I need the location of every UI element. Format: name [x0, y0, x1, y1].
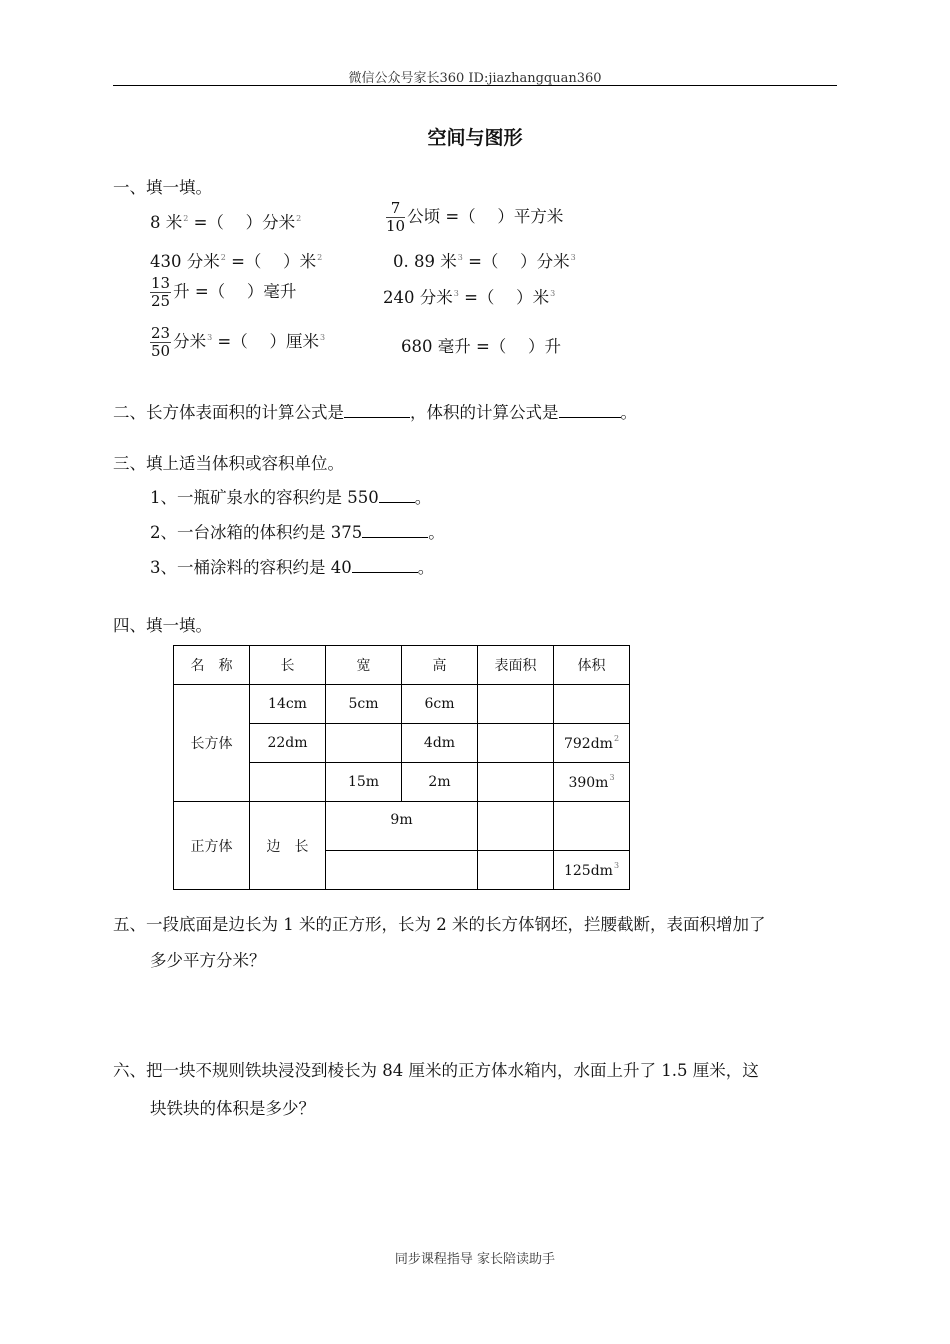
fraction: $\frac{13}{25}$ [151, 274, 171, 310]
table-cell [250, 763, 326, 802]
s1-item-2a: 430 分米$^2$ =（ ）米$^2$ [150, 252, 323, 271]
table-cell: 4dm [402, 724, 478, 763]
header-rule [113, 85, 837, 86]
table-row [174, 685, 630, 724]
table-header: 表面积 [478, 646, 554, 685]
table-cell [326, 851, 478, 890]
s1-item-4b: 680 毫升 =（ ）升 [401, 337, 562, 356]
section-6-line-2: 块铁块的体积是多少？ [150, 1099, 315, 1118]
s1-item-4a: $\frac{23}{50}$ 分米$^3$ =（ ）厘米$^3$ [151, 324, 326, 360]
table-cell: 15m [326, 763, 402, 802]
table-row [174, 802, 630, 851]
table-cell [478, 763, 554, 802]
answer-blank [362, 523, 428, 538]
s1-item-1a: 8 米$^2$ =（ ）分米$^2$ [150, 213, 302, 232]
s3-item-3: 3、一桶涂料的容积约是 40 。 [150, 558, 435, 577]
table-cell: 22dm [250, 724, 326, 763]
answer-blank [559, 403, 621, 418]
s3-item-2: 2、一台冰箱的体积约是 375 。 [150, 523, 445, 542]
s3-item-1: 1、一瓶矿泉水的容积约是 550 。 [150, 488, 432, 507]
table-header-row [174, 646, 630, 685]
s1-item-3b: 240 分米$^3$ =（ ）米$^3$ [383, 288, 556, 307]
answer-blank [352, 558, 418, 573]
section-2: 二、长方体表面积的计算公式是 ，体积的计算公式是 。 [113, 403, 637, 422]
cube-label: 正方体 [174, 802, 250, 890]
table-cell: $390m^3$ [554, 763, 630, 802]
table-cell [326, 724, 402, 763]
table-cell: 5cm [326, 685, 402, 724]
s1-item-3a: $\frac{13}{25}$ 升 =（ ）毫升 [151, 274, 297, 310]
table-cell [478, 851, 554, 890]
table-header: 名 称 [174, 646, 250, 685]
table-cell [554, 685, 630, 724]
section-5-line-1: 五、一段底面是边长为 1 米的正方形，长为 2 米的长方体钢坯，拦腰截断，表面积增加了 [113, 915, 766, 934]
section-3-heading: 三、填上适当体积或容积单位。 [113, 454, 344, 473]
table-cell [478, 802, 554, 851]
table-cell: 2m [402, 763, 478, 802]
fraction: $\frac{7}{10}$ [386, 199, 406, 235]
table-cell [478, 685, 554, 724]
answer-blank [379, 488, 415, 503]
page-title: 空间与图形 [427, 127, 523, 149]
section-6-line-1: 六、把一块不规则铁块浸没到棱长为 84 厘米的正方体水箱内，水面上升了 1.5 厘米，这 [113, 1061, 759, 1080]
table-cell: $792dm^2$ [554, 724, 630, 763]
dimension-table [173, 645, 630, 890]
page-header: 微信公众号家长360 ID:jiazhangquan360 [348, 71, 602, 86]
edge-label: 边 长 [250, 802, 326, 890]
s1-item-2b: 0. 89 米$^3$ =（ ）分米$^3$ [393, 252, 576, 271]
table-header: 长 [250, 646, 326, 685]
table-cell: 6cm [402, 685, 478, 724]
table-header: 宽 [326, 646, 402, 685]
table-header: 高 [402, 646, 478, 685]
table-cell: 9m [326, 802, 478, 851]
table-cell [554, 802, 630, 851]
table-cell: 14cm [250, 685, 326, 724]
s1-item-1b: $\frac{7}{10}$ 公顷 =（ ）平方米 [386, 199, 564, 235]
section-1-heading: 一、填一填。 [113, 178, 212, 197]
fraction: $\frac{23}{50}$ [151, 324, 171, 360]
answer-blank [344, 403, 410, 418]
table-cell: $125dm^3$ [554, 851, 630, 890]
cuboid-label: 长方体 [174, 685, 250, 802]
table-header: 体积 [554, 646, 630, 685]
section-4-heading: 四、填一填。 [113, 616, 212, 635]
page-footer: 同步课程指导 家长陪读助手 [394, 1252, 556, 1267]
table-cell [478, 724, 554, 763]
section-5-line-2: 多少平方分米？ [150, 951, 266, 970]
